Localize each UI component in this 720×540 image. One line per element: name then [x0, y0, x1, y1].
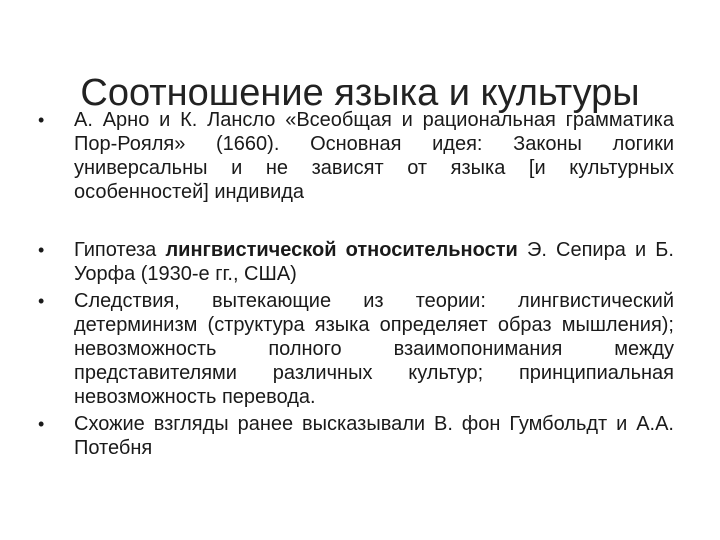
bullet-text: А. Арно и К. Лансло «Всеобщая и рациональная грамматика Пор-Рояля» (1660). Основная идея: Законы логики универсальны и не зависят от языка [и культурных особенностей] индивида — [74, 109, 674, 203]
bullet-dot-icon: • — [38, 110, 45, 130]
bullet-text-before: Гипотеза — [74, 239, 166, 261]
bullet-list — [38, 108, 674, 463]
bullet-dot-icon: • — [38, 240, 45, 260]
bullet-text: Следствия, вытекающие из теории: лингвистический детерминизм (структура языка определяет образ мышления); невозможность полного взаимопонимания между представителями различных культур; принципиальная невозможность перевода. — [74, 290, 674, 408]
bullet-text-after: Э. Сепира и Б. Уорфа (1930-е гг., США) — [74, 239, 674, 285]
bullet-item — [38, 238, 674, 286]
bullet-text-bold: лингвистической относительности — [165, 239, 518, 261]
bullet-text: Схожие взгляды ранее высказывали В. фон Гумбольдт и А.А. Потебня — [74, 413, 674, 459]
bullet-dot-icon: • — [38, 414, 45, 434]
bullet-dot-icon: • — [38, 291, 45, 311]
bullet-item — [38, 289, 674, 409]
bullet-item — [38, 108, 674, 204]
bullet-item — [38, 412, 674, 460]
slide-title: Соотношение языка и культуры — [80, 72, 640, 115]
